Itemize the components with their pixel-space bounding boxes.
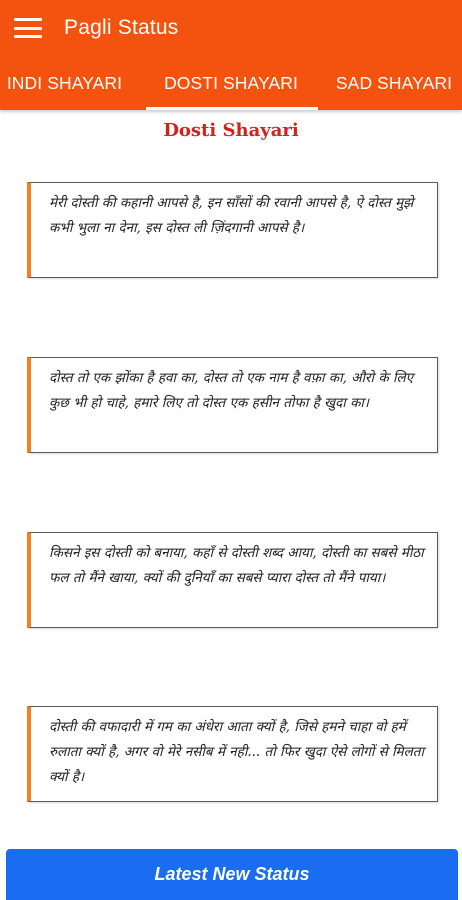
shayari-text: दोस्त तो एक झोंका है हवा का, दोस्त तो एक नाम है वफ़ा का, औरो के लिए कुछ भी हो चाहे, हमारे लिए तो दोस्त एक हसीन तोफा है खुदा का।	[49, 370, 414, 411]
tab-dosti-shayari[interactable]: DOSTI SHAYARI	[164, 72, 298, 93]
section-title: Dosti Shayari	[163, 120, 299, 141]
app-title: Pagli Status	[64, 16, 179, 39]
shayari-text: मेरी दोस्ती की कहानी आपसे है, इन साँसों की रवानी आपसे है, ऐ दोस्त मुझे कभी भुला ना देना, इस दोस्त ली ज़िंदगानी आपसे है।	[49, 195, 414, 236]
app-bar	[0, 0, 462, 56]
shayari-card[interactable]	[27, 182, 438, 278]
shayari-card[interactable]	[27, 357, 438, 453]
shayari-text: किसने इस दोस्ती को बनाया, कहाँ से दोस्ती शब्द आया, दोस्ती का सबसे मीठा फल तो मैंने खाया, क्यों की दुनियाँ का सबसे प्यारा दोस्त तो मैंने पाया।	[49, 545, 424, 586]
shayari-text: दोस्ती की वफादारी में गम का अंधेरा आता क्यों है, जिसे हमने चाहा वो हमें रुलाता क्यों है, अगर वो मेरे नसीब में नही... तो फिर खुदा ऐसे लोगों से मिलता क्यों है।	[49, 719, 424, 785]
latest-new-status-button[interactable]: Latest New Status	[6, 849, 458, 900]
tab-bar	[0, 56, 462, 110]
tab-sad-shayari[interactable]: SAD SHAYARI	[335, 72, 453, 93]
hamburger-menu-icon[interactable]	[14, 18, 42, 38]
selected-tab-indicator	[146, 107, 318, 110]
tab-hindi-shayari[interactable]: INDI SHAYARI	[6, 72, 123, 93]
shayari-card[interactable]	[27, 532, 438, 628]
shayari-card[interactable]	[27, 706, 438, 802]
